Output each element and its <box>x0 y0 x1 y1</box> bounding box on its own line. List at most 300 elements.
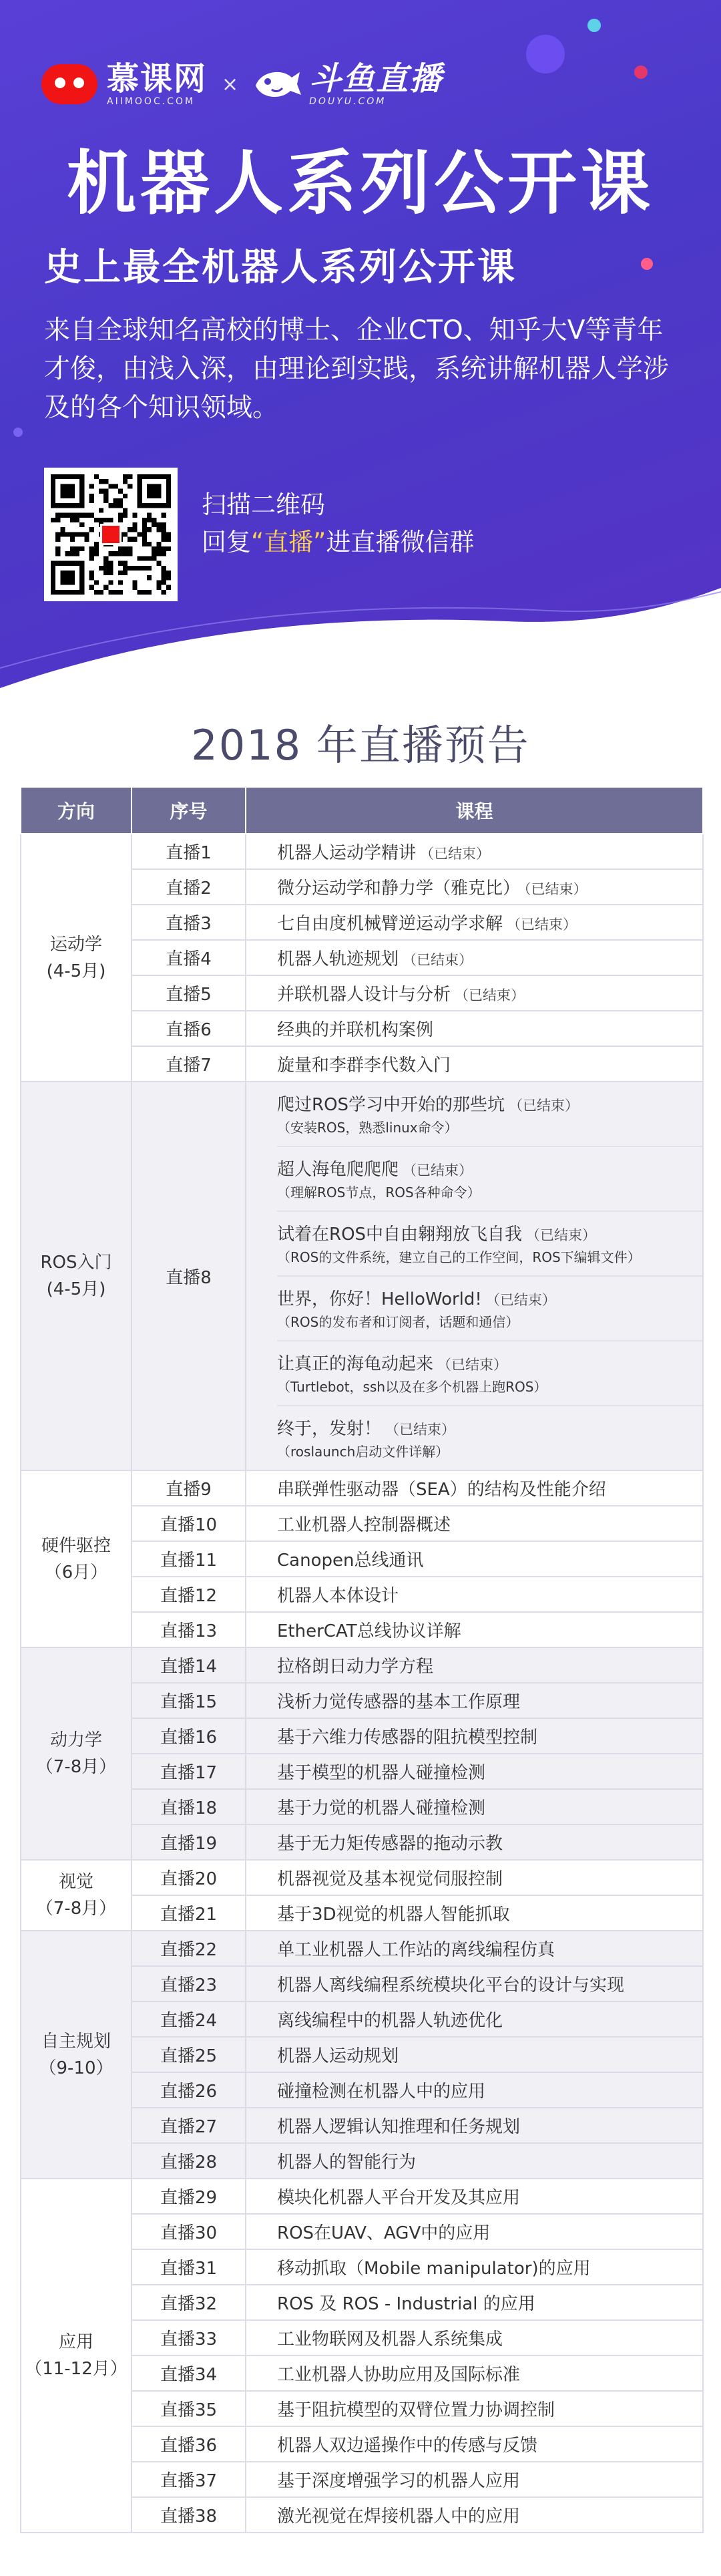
course-title: 基于无力矩传感器的拖动示教 <box>277 1834 503 1854</box>
qr-module <box>147 513 152 518</box>
qr-module <box>55 537 60 542</box>
course-cell <box>246 1011 703 1046</box>
course-title: 基于力觉的机器人碰撞检测 <box>277 1798 486 1818</box>
course-cell <box>246 2497 703 2533</box>
status-label: （已结束） <box>437 1357 508 1373</box>
status-label: （已结束） <box>420 846 491 862</box>
course-cell <box>246 2037 703 2072</box>
qr-module <box>123 532 128 536</box>
qr-module <box>113 503 118 508</box>
course-cell <box>246 2108 703 2143</box>
qr-module <box>162 571 166 575</box>
lesson-number: 直播18 <box>132 1789 246 1824</box>
qr-module <box>94 546 99 551</box>
course-title: 工业机器人协助应用及国际标准 <box>277 2365 521 2385</box>
lesson-number: 直播12 <box>132 1577 246 1612</box>
douyu-domain: DOUYU.COM <box>309 96 387 107</box>
qr-module <box>156 527 161 532</box>
qr-module <box>152 546 156 551</box>
course-cell <box>246 1824 703 1860</box>
lesson-number: 直播28 <box>132 2143 246 2179</box>
qr-module <box>84 537 89 542</box>
qr-module <box>147 542 152 546</box>
partner-logos <box>41 57 443 111</box>
course-title: 单工业机器人工作站的离线编程仿真 <box>277 1940 555 1960</box>
lesson-number: 直播6 <box>132 1011 246 1046</box>
direction-name: 应用 <box>58 2332 93 2352</box>
qr-line2-before: 回复 <box>202 528 251 556</box>
header-course: 课程 <box>246 787 703 834</box>
direction-name: 运动学 <box>49 934 102 955</box>
qr-module <box>113 498 118 503</box>
qr-section <box>44 468 474 601</box>
course-cell <box>246 1541 703 1577</box>
lesson-number: 直播1 <box>132 834 246 869</box>
qr-module <box>147 566 152 571</box>
qr-module <box>138 532 142 536</box>
qr-module <box>128 527 132 532</box>
qr-module <box>89 527 94 532</box>
qr-module <box>103 494 108 498</box>
ros-lesson <box>277 1146 702 1211</box>
qr-module <box>162 522 166 527</box>
ros-lesson-note: （安装ROS，熟悉linux命令） <box>277 1120 458 1136</box>
qr-module <box>55 546 60 551</box>
course-cell <box>246 2285 703 2320</box>
imooc-logo-text <box>107 61 207 107</box>
qr-module <box>108 518 113 522</box>
course-cell <box>246 2426 703 2462</box>
direction-cell <box>21 1860 132 1931</box>
course-title: 并联机器人设计与分析 <box>277 985 451 1005</box>
qr-module <box>152 556 156 560</box>
direction-name: 自主规划 <box>41 2031 111 2052</box>
course-cell <box>246 1612 703 1647</box>
qr-module <box>138 556 142 560</box>
qr-module <box>123 513 128 518</box>
direction-cell <box>21 1470 132 1647</box>
qr-module <box>55 532 60 536</box>
qr-module <box>89 556 94 560</box>
qr-module <box>152 551 156 556</box>
qr-module <box>89 551 94 556</box>
decor-circle <box>634 65 648 79</box>
course-cell <box>246 2356 703 2391</box>
qr-module <box>103 566 108 571</box>
qr-module <box>166 546 171 551</box>
course-title: 浅析力觉传感器的基本工作原理 <box>277 1692 521 1712</box>
qr-module <box>89 575 94 580</box>
qr-module <box>99 566 103 571</box>
direction-name: 视觉 <box>58 1872 93 1892</box>
qr-module <box>132 522 137 527</box>
qr-module <box>89 494 94 498</box>
course-title: 工业物联网及机器人系统集成 <box>277 2329 503 2350</box>
lesson-number: 直播36 <box>132 2426 246 2462</box>
table-header-row <box>21 787 703 834</box>
course-cell <box>246 1470 703 1506</box>
qr-module <box>118 498 123 503</box>
direction-cell <box>21 1647 132 1860</box>
hero-wave-divider <box>0 588 721 695</box>
header-number: 序号 <box>132 787 246 834</box>
qr-module <box>55 551 60 556</box>
qr-module <box>162 527 166 532</box>
ros-lesson-note: （Turtlebot，ssh以及在多个机器上跑ROS） <box>277 1379 547 1395</box>
lesson-number: 直播23 <box>132 1966 246 2001</box>
course-cell <box>246 2179 703 2214</box>
course-title: ROS在UAV、AGV中的应用 <box>277 2223 491 2243</box>
course-title: 机器人双边遥操作中的传感与反馈 <box>277 2436 538 2456</box>
qr-module <box>55 513 60 518</box>
status-label: （已结束） <box>455 987 525 1003</box>
direction-period: （7-8月） <box>35 1899 117 1919</box>
course-cell <box>246 2001 703 2037</box>
imooc-domain: AIIMOOC.COM <box>107 96 196 107</box>
direction-cell <box>21 1082 132 1470</box>
course-title: 拉格朗日动力学方程 <box>277 1657 434 1677</box>
lesson-number: 直播33 <box>132 2320 246 2356</box>
qr-module <box>113 484 118 488</box>
qr-module <box>65 532 70 536</box>
qr-module <box>94 518 99 522</box>
qr-module <box>79 522 84 527</box>
course-cell <box>246 1506 703 1541</box>
course-title: 基于六维力传感器的阻抗模型控制 <box>277 1728 538 1748</box>
course-cell <box>246 940 703 975</box>
decor-circle <box>641 258 653 270</box>
course-title: 碰撞检测在机器人中的应用 <box>277 2082 486 2102</box>
qr-module <box>108 561 113 566</box>
qr-line2 <box>202 524 474 561</box>
qr-module <box>70 513 75 518</box>
qr-module <box>108 503 113 508</box>
lesson-number: 直播30 <box>132 2214 246 2249</box>
table-row <box>21 1082 703 1470</box>
lesson-number: 直播9 <box>132 1470 246 1506</box>
qr-module <box>70 546 75 551</box>
qr-module <box>162 575 166 580</box>
qr-module <box>123 508 128 512</box>
course-cell <box>246 2249 703 2285</box>
lesson-number: 直播21 <box>132 1895 246 1931</box>
ros-lesson-title: 超人海龟爬爬爬 <box>277 1160 399 1180</box>
course-title: 机器人轨迹规划 <box>277 949 399 969</box>
lesson-number: 直播11 <box>132 1541 246 1577</box>
direction-period: （7-8月） <box>35 1757 117 1777</box>
course-title: 基于3D视觉的机器人智能抓取 <box>277 1905 510 1925</box>
qr-module <box>60 527 65 532</box>
lesson-number: 直播29 <box>132 2179 246 2214</box>
qr-module <box>132 537 137 542</box>
qr-module <box>103 518 108 522</box>
qr-module <box>118 571 123 575</box>
qr-instructions <box>202 486 474 561</box>
course-title: EtherCAT总线协议详解 <box>277 1621 461 1641</box>
qr-module <box>108 551 113 556</box>
qr-module <box>118 489 123 494</box>
course-cell <box>246 1966 703 2001</box>
qr-module <box>103 556 108 560</box>
qr-module <box>94 542 99 546</box>
qr-module <box>156 522 161 527</box>
qr-module <box>99 518 103 522</box>
page-subtitle: 史上最全机器人系列公开课 <box>44 246 517 289</box>
table-row <box>21 834 703 869</box>
course-title: 机器人离线编程系统模块化平台的设计与实现 <box>277 1975 625 1995</box>
page-title: 机器人系列公开课 <box>66 142 654 224</box>
course-cell <box>246 1718 703 1754</box>
status-label: （已结束） <box>509 1098 579 1114</box>
qr-module <box>108 566 113 571</box>
qr-module <box>99 489 103 494</box>
qr-module <box>147 518 152 522</box>
course-cell <box>246 869 703 905</box>
qr-module <box>132 566 137 571</box>
qr-module <box>142 522 147 527</box>
course-cell <box>246 1046 703 1082</box>
qr-module <box>108 580 113 585</box>
qr-module <box>75 546 79 551</box>
qr-module <box>142 527 147 532</box>
course-title: 机器人逻辑认知推理和任务规划 <box>277 2117 521 2137</box>
qr-code[interactable] <box>44 468 178 601</box>
table-row <box>21 1470 703 1506</box>
qr-module <box>84 532 89 536</box>
qr-module <box>132 513 137 518</box>
qr-module <box>162 580 166 585</box>
lesson-number: 直播31 <box>132 2249 246 2285</box>
table-row <box>21 2179 703 2214</box>
qr-module <box>94 474 99 479</box>
hero-banner <box>0 0 721 695</box>
qr-module <box>65 513 70 518</box>
qr-module <box>89 484 94 488</box>
qr-module <box>123 474 128 479</box>
lesson-number: 直播27 <box>132 2108 246 2143</box>
qr-module <box>75 551 79 556</box>
lesson-number: 直播17 <box>132 1754 246 1789</box>
course-cell <box>246 975 703 1011</box>
ros-lesson-note: （roslaunch启动文件详解） <box>277 1444 449 1460</box>
direction-name: 硬件驱控 <box>41 1535 111 1556</box>
qr-module <box>156 542 161 546</box>
status-label: （已结束） <box>526 1227 597 1243</box>
lesson-number: 直播14 <box>132 1647 246 1683</box>
qr-module <box>108 571 113 575</box>
qr-module <box>166 532 171 536</box>
lesson-number: 直播16 <box>132 1718 246 1754</box>
course-cell <box>246 1789 703 1824</box>
qr-module <box>70 532 75 536</box>
direction-period: （6月） <box>44 1562 108 1583</box>
qr-module <box>123 566 128 571</box>
qr-module <box>118 503 123 508</box>
direction-cell <box>21 834 132 1082</box>
qr-module <box>51 518 55 522</box>
direction-period: (4-5月) <box>46 1279 106 1299</box>
course-title: ROS 及 ROS - Industrial 的应用 <box>277 2294 535 2314</box>
decor-circle <box>526 35 565 73</box>
qr-module <box>166 537 171 542</box>
qr-module <box>70 518 75 522</box>
course-title: 基于阻抗模型的双臂位置力协调控制 <box>277 2400 555 2420</box>
qr-module <box>142 532 147 536</box>
ros-lesson-title: 爬过ROS学习中开始的那些坑 <box>277 1095 505 1115</box>
course-cell <box>246 1647 703 1683</box>
qr-module <box>128 537 132 542</box>
lesson-number: 直播10 <box>132 1506 246 1541</box>
course-cell <box>246 834 703 869</box>
qr-module <box>162 532 166 536</box>
imooc-name: 慕课网 <box>107 60 208 98</box>
ros-lesson-note: （ROS的文件系统，建立自己的工作空间，ROS下编辑文件） <box>277 1249 641 1265</box>
qr-module <box>118 546 123 551</box>
ros-lesson-title: 试着在ROS中自由翱翔放飞自我 <box>277 1225 523 1245</box>
qr-module <box>162 566 166 571</box>
qr-module <box>147 527 152 532</box>
qr-module <box>152 518 156 522</box>
qr-module <box>123 551 128 556</box>
qr-module <box>132 580 137 585</box>
course-title: 机器人本体设计 <box>277 1586 399 1606</box>
qr-module <box>142 556 147 560</box>
qr-module <box>166 571 171 575</box>
douyu-name: 斗鱼直播 <box>309 60 443 98</box>
qr-line2-after: 进直播微信群 <box>326 528 475 556</box>
qr-module <box>89 571 94 575</box>
status-label: （已结束） <box>403 952 473 968</box>
course-cell <box>246 1860 703 1895</box>
status-label: （已结束） <box>385 1422 456 1438</box>
ros-lesson-title: 让真正的海龟动起来 <box>277 1354 434 1374</box>
schedule-table <box>20 786 704 2533</box>
qr-module <box>94 580 99 585</box>
qr-module <box>84 513 89 518</box>
lesson-number: 直播8 <box>132 1082 246 1470</box>
lesson-number: 直播13 <box>132 1612 246 1647</box>
ros-course-list <box>246 1082 703 1470</box>
course-title: 旋量和李群李代数入门 <box>277 1056 451 1076</box>
qr-module <box>132 527 137 532</box>
qr-module <box>162 546 166 551</box>
course-cell <box>246 905 703 940</box>
qr-module <box>65 551 70 556</box>
qr-module <box>108 484 113 488</box>
douyu-logo-text <box>309 61 443 107</box>
qr-module <box>55 518 60 522</box>
qr-module <box>89 546 94 551</box>
course-cell <box>246 1683 703 1718</box>
course-title: 工业机器人控制器概述 <box>277 1515 451 1535</box>
qr-module <box>103 571 108 575</box>
course-cell <box>246 2462 703 2497</box>
table-row <box>21 1647 703 1683</box>
direction-cell <box>21 1931 132 2179</box>
qr-keyword: “直播” <box>251 528 326 556</box>
qr-module <box>156 580 161 585</box>
course-cell <box>246 1931 703 1966</box>
qr-module <box>75 518 79 522</box>
qr-module <box>162 537 166 542</box>
intro-paragraph: 来自全球知名高校的博士、企业CTO、知乎大V等青年才俊，由浅入深，由理论到实践，系统讲解机器人学涉及的各个知识领域。 <box>44 315 670 423</box>
qr-module <box>142 537 147 542</box>
direction-period: (4-5月) <box>46 961 106 981</box>
qr-module <box>128 474 132 479</box>
qr-module <box>103 498 108 503</box>
qr-module <box>162 513 166 518</box>
qr-module <box>166 575 171 580</box>
qr-module <box>89 498 94 503</box>
qr-module <box>103 561 108 566</box>
lesson-number: 直播20 <box>132 1860 246 1895</box>
decor-circle <box>13 428 23 437</box>
lesson-number: 直播34 <box>132 2356 246 2391</box>
douyu-fish-icon <box>252 65 302 103</box>
table-row <box>21 1860 703 1895</box>
qr-module <box>152 522 156 527</box>
qr-module <box>103 489 108 494</box>
qr-module <box>99 508 103 512</box>
qr-module <box>118 513 123 518</box>
course-title: 移动抓取（Mobile manipulator)的应用 <box>277 2259 591 2279</box>
decor-circle <box>587 19 601 32</box>
qr-module <box>123 546 128 551</box>
qr-module <box>60 513 65 518</box>
ros-lesson <box>277 1340 702 1405</box>
ros-lesson-note: （理解ROS节点，ROS各种命令） <box>277 1184 481 1200</box>
status-label: （已结束） <box>403 1162 473 1178</box>
qr-module <box>128 551 132 556</box>
lesson-number: 直播15 <box>132 1683 246 1718</box>
qr-module <box>156 561 161 566</box>
qr-module <box>118 551 123 556</box>
qr-finder-mark <box>147 484 162 498</box>
qr-module <box>103 479 108 484</box>
course-title: 基于模型的机器人碰撞检测 <box>277 1763 486 1783</box>
schedule-title: 2018 年直播预告 <box>191 721 530 770</box>
course-cell <box>246 2214 703 2249</box>
qr-module <box>60 532 65 536</box>
qr-module <box>99 479 103 484</box>
qr-module <box>147 556 152 560</box>
qr-finder-mark <box>60 571 75 585</box>
course-title: Canopen总线通讯 <box>277 1551 424 1571</box>
course-title: 激光视觉在焊接机器人中的应用 <box>277 2507 521 2527</box>
direction-period: （9-10） <box>39 2058 113 2078</box>
course-cell <box>246 1754 703 1789</box>
course-cell <box>246 1577 703 1612</box>
qr-module <box>123 571 128 575</box>
lesson-number: 直播5 <box>132 975 246 1011</box>
course-title: 七自由度机械臂逆运动学求解 <box>277 914 503 934</box>
course-title: 模块化机器人平台开发及其应用 <box>277 2188 521 2208</box>
course-title: 经典的并联机构案例 <box>277 1020 434 1040</box>
qr-module <box>142 566 147 571</box>
qr-module <box>79 532 84 536</box>
lesson-number: 直播32 <box>132 2285 246 2320</box>
course-title: 机器人运动学精讲 <box>277 843 417 863</box>
course-title: 离线编程中的机器人轨迹优化 <box>277 2011 503 2031</box>
course-cell <box>246 2320 703 2356</box>
logo-separator: × <box>222 72 239 96</box>
qr-module <box>118 518 123 522</box>
lesson-number: 直播19 <box>132 1824 246 1860</box>
qr-module <box>70 537 75 542</box>
qr-module <box>70 551 75 556</box>
qr-module <box>156 551 161 556</box>
direction-name: 动力学 <box>49 1730 102 1750</box>
